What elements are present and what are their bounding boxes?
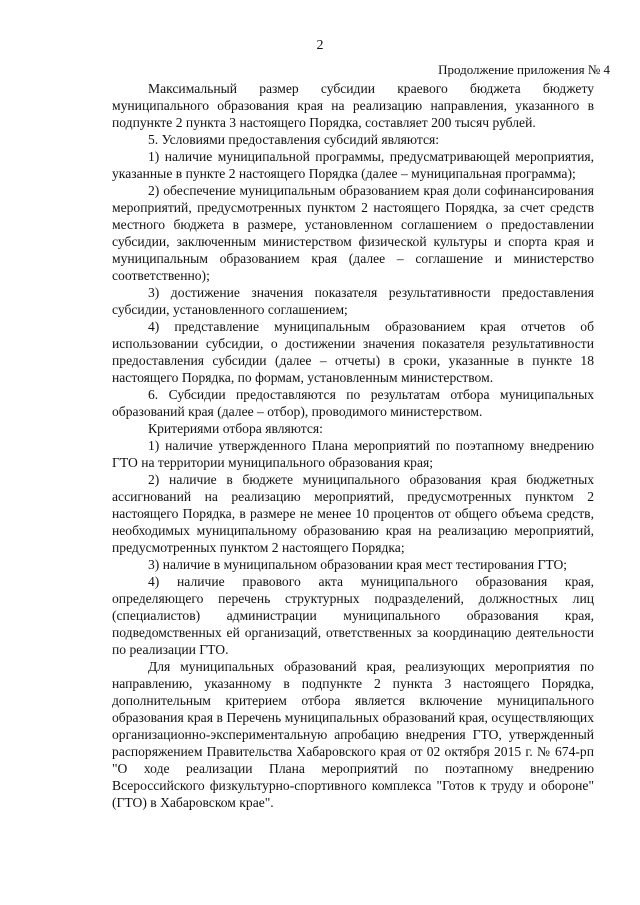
paragraph-condition-3: 3) достижение значения показателя результативности предоставления субсидии, установленного соглашением; [112,285,594,317]
paragraph-conditions-heading: 5. Условиями предоставления субсидий являются: [148,132,440,147]
paragraph-max-subsidy: Максимальный размер субсидии краевого бюджета бюджету муниципального образования края на реализацию направления, указанного в подпункте 2 пункта 3 настоящего Порядка, составляет 200 тысяч рублей. [112,81,594,130]
annex-continuation-note: Продолжение приложения № 4 [438,62,610,77]
paragraph-selection: 6. Субсидии предоставляются по результатам отбора муниципальных образований края (далее – отбор), проводимого министерством. [112,387,594,419]
paragraph-criterion-3: 3) наличие в муниципальном образовании края мест тестирования ГТО; [148,557,568,572]
paragraph-condition-4: 4) представление муниципальным образованием края отчетов об использовании субсидии, о достижении значения показателя результативности предоставления субсидии (далее – отчеты) в сроки, указанные в пункте 18 настоящего Порядка, по формам, установленным министерством. [112,319,594,385]
paragraph-condition-1: 1) наличие муниципальной программы, предусматривающей мероприятия, указанные в пункте 2 настоящего Порядка (далее – муниципальная программа); [112,149,594,181]
paragraph-criterion-2: 2) наличие в бюджете муниципального образования края бюджетных ассигнований на реализацию мероприятий, предусмотренных пунктом 2 настоящего Порядка, в размере не менее 10 процентов от общего объема средств, необходимых муниципальному образованию края на реализацию мероприятий, предусмотренных пунктом 2 настоящего Порядка; [112,472,594,555]
document-body [112,80,594,811]
paragraph-additional-criterion: Для муниципальных образований края, реализующих мероприятия по направлению, указанному в подпункте 2 пункта 3 настоящего Порядка, дополнительным критерием отбора является включение муниципального образования края в Перечень муниципальных образований края, осуществляющих организационно-экспериментальную апробацию внедрения ГТО, утвержденный распоряжением Правительства Хабаровского края от 02 октября 2015 г. № 674-рп "О ходе реализации Плана мероприятий по поэтапному внедрению Всероссийского физкультурно-спортивного комплекса "Готов к труду и обороне" (ГТО) в Хабаровском крае". [112,659,594,810]
paragraph-criterion-4: 4) наличие правового акта муниципального образования края, определяющего перечень структурных подразделений, должностных лиц (специалистов) администрации муниципального образования края, подведомственных ей организаций, ответственных за координацию деятельности по реализации ГТО. [112,574,594,657]
page-number: 2 [316,38,324,53]
paragraph-condition-2: 2) обеспечение муниципальным образованием края доли софинансирования мероприятий, предусмотренных пунктом 2 настоящего Порядка, за счет средств местного бюджета в размере, установленном соглашением о предоставлении субсидии, заключенным министерством физической культуры и спорта края и муниципальным образованием края (далее – соглашение и министерство соответственно); [112,183,594,283]
paragraph-criteria-heading: Критериями отбора являются: [148,421,323,436]
paragraph-criterion-1: 1) наличие утвержденного Плана мероприятий по поэтапному внедрению ГТО на территории муниципального образования края; [112,438,594,470]
